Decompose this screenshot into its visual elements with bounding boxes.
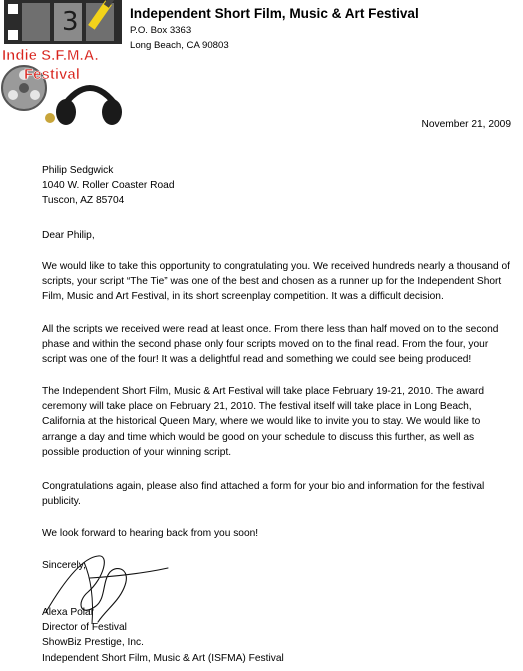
org-address-line1: P.O. Box 3363 <box>130 25 192 36</box>
recipient-street: 1040 W. Roller Coaster Road <box>42 180 175 192</box>
letter-date: November 21, 2009 <box>421 119 511 130</box>
body-paragraph: All the scripts we received were read at least once. From there less than half moved on to the second phase and within the second phase only four scripts moved on to the final read. From the four, your script was one of the four! It was a delightful read and something we could see being produced! <box>42 324 499 366</box>
signatory-title: Director of Festival <box>42 622 127 634</box>
logo-text-line2: Festival <box>24 66 80 83</box>
signatory-company: ShowBiz Prestige, Inc. <box>42 637 144 649</box>
signatory-festival: Independent Short Film, Music & Art (ISFMA) Festival <box>42 652 284 664</box>
body-paragraph: We look forward to hearing back from you soon! <box>42 528 259 539</box>
recipient-name: Philip Sedgwick <box>42 165 114 176</box>
body-paragraph: We would like to take this opportunity to congratulating you. We received hundreds nearly a thousand of scripts, your script “The Tie” was one of the best and chosen as a runner up for the Independent Short Film, Music and Art Festival, in its short screenplay competition. It was a difficult decision. <box>42 261 510 303</box>
org-address-line2: Long Beach, CA 90803 <box>130 40 229 51</box>
closing: Sincerely, <box>42 560 86 571</box>
signatory-block <box>42 605 512 666</box>
salutation: Dear Philip, <box>42 230 95 241</box>
organization-name: Independent Short Film, Music & Art Festival <box>130 6 419 21</box>
recipient-address <box>42 163 512 209</box>
svg-text:3: 3 <box>62 7 79 37</box>
festival-logo <box>0 0 128 130</box>
body-paragraph: Congratulations again, please also find attached a form for your bio and information for the festival publicity. <box>42 481 485 508</box>
body-paragraph: The Independent Short Film, Music & Art Festival will take place February 19-21, 2010. The award ceremony will take place on February 21, 2010. The festival itself will take place in Long Beach, California at the historical Queen Mary, where we would like to invite you to stay. We would like to arrange a day and time which would be good on your schedule to discuss this further, as well as possible production of your winning script. <box>42 386 485 458</box>
logo-text-line1: Indie S.F.M.A. <box>2 47 99 64</box>
signatory-name: Alexa Polar <box>42 607 95 618</box>
recipient-city: Tuscon, AZ 85704 <box>42 195 125 207</box>
